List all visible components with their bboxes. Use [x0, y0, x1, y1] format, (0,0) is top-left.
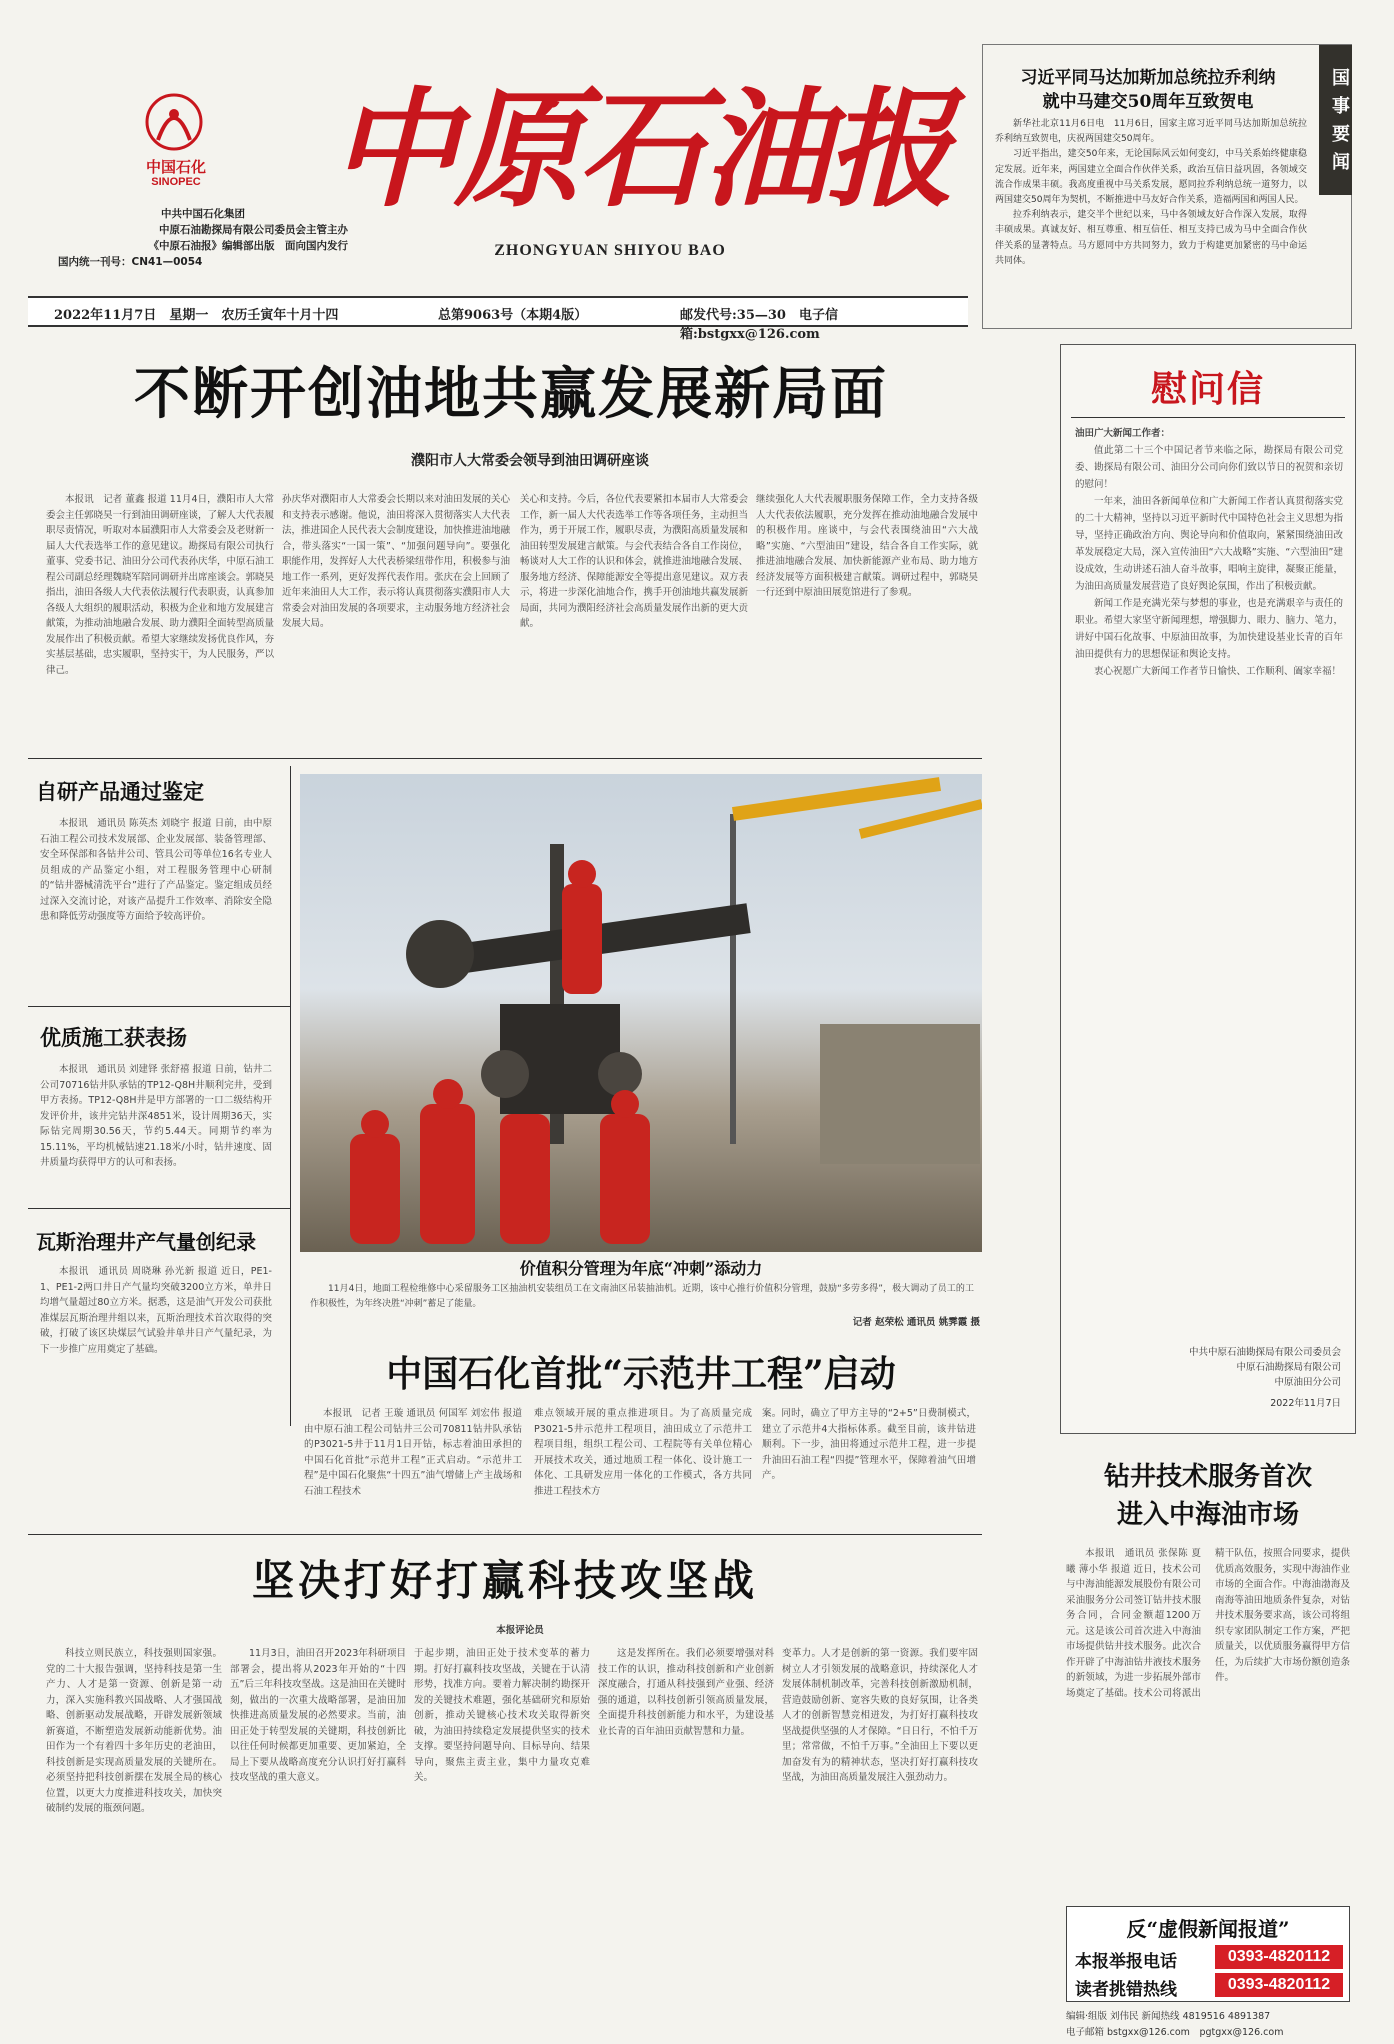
editorial-column: 于起步期，油田正处于技术变革的蓄力期。打好打赢科技攻坚战，关键在于认清形势，找准方向。要着力解决制约勘探开发的关键技术难题，强化基础研究和原始创新，推动关键核心技术攻关取得新突破，为油田持续稳定发展提供坚实的技术支撑。要坚持问题导向、目标导向、结果导向，聚焦主责主业，集中力量攻克难关。 — [414, 1648, 590, 1783]
hotline-label-2: 读者挑错热线 — [1075, 1980, 1177, 2000]
lead-column: 关心和支持。今后，各位代表要紧扣本届市人大常委会工作，新一届人大代表选举工作等各项任务，主动担当作为，勇于开展工作，履职尽责，为濮阳高质量发展和油田转型发展建言献策。与会代表结合各自工作岗位，畅谈对人大工作的认识和体会，就推进油地融合发展、服务地方经济、保障能源安全等提出意见建议。双方表示，将进一步深化油地合作，携手开创油地共赢发展新局面，共同为濮阳经济社会高质量发展作出新的更大贡献。 — [520, 494, 748, 629]
dateline-post: 邮发代号:35—30 电子信箱:bstgxx@126.com — [680, 308, 838, 342]
news-box-paragraph: 拉乔利纳表示，建交半个世纪以来，马中各领域友好合作深入发展，取得丰硕成果。真诚友好、相互尊重、相互信任、相互支持已成为马中全面合作伙伴关系的显著特点。马方愿同中方共同努力，致力于构建更加紧密的马中命运共同体。 — [995, 210, 1307, 266]
brief-body: 本报讯 通讯员 陈英杰 刘晓宇 报道 日前，由中原石油工程公司技术发展部、企业发展部、装备管理部、安全环保部和各钻井公司、管具公司等单位16名专业人员组成的产品鉴定小组，对工程服务管理中心研制的“钻井器械清洗平台”进行了产品鉴定。鉴定组成员经过深入交流讨论，对该产品提升工作效率、消除安全隐患和降低劳动强度等方面给予较高评价。 — [40, 818, 272, 922]
dateline-issue: 总第9063号（本期4版） — [438, 308, 588, 323]
news-box-title-1: 习近平同马达加斯加总统拉乔利纳 — [1020, 68, 1276, 88]
news-box-tag: 国事要闻 — [1319, 45, 1352, 195]
news-box — [982, 44, 1352, 329]
hotline-title: 反“虚假新闻报道” — [1126, 1917, 1290, 1941]
condolence-date: 2022年11月7日 — [1270, 1398, 1341, 1409]
editorial-column: 科技立则民族立，科技强则国家强。党的二十大报告强调，坚持科技是第一生产力、人才是第一资源、创新是第一动力，深入实施科教兴国战略、人才强国战略、创新驱动发展战略，开辟发展新领域新赛道，不断塑造发展新动能新优势。油田作为一个有着四十多年历史的老油田，科技创新是实现高质量发展的关键所在。必须坚持把科技创新摆在发展全局的核心位置，以更大力度推进科技攻关，加快突破制约发展的瓶颈问题。 — [46, 1648, 222, 1814]
masthead-title: 中原石油报 — [330, 75, 951, 225]
demo-well-column: 难点领域开展的重点推进项目。为了高质量完成P3021-5井示范井工程项目，油田成立了示范井工程项目组，组织工程公司、工程院等有关单位精心开展技术攻关，通过地质工程一体化、设计施工一体化、工具研发应用一体化的工作模式，各方共同推进工程技术方 — [534, 1408, 752, 1497]
condolence-paragraph: 一年来，油田各新闻单位和广大新闻工作者认真贯彻落实党的二十大精神，坚持以习近平新时代中国特色社会主义思想为指导，坚持正确政治方向、舆论导向和价值取向，紧紧围绕油田改革发展稳定大局，深入宣传油田“六大战略”实施、“六型油田”建设成效，生动讲述石油人奋斗故事，唱响主旋律，凝聚正能量，为油田高质量发展营造了良好舆论氛围，作出了积极贡献。 — [1075, 496, 1343, 592]
lead-column: 本报讯 记者 董鑫 报道 11月4日，濮阳市人大常委会主任郭晓昊一行到油田调研座谈，了解人大代表履职尽责情况，听取对本届濮阳市人大常委会及老财新一届人大代表选举工作的意见建议。勘探局有限公司执行董事、党委书记、油田分公司代表孙庆华，中原石油工程公司副总经理魏晓军陪同调研并出席座谈会。郭晓昊指出，油田各级人大代表依法履行代表职责，认真参加各级人大组织的履职活动，积极为企业和地方发展建言献策，为推动油地融合发展、助力濮阳全面转型高质量发展作出了积极贡献。希望大家继续发扬优良作风，夯实基层基础，忠实履职，坚持实干，为人民服务，严以律己。 — [46, 494, 274, 676]
condolence-text — [1075, 425, 1343, 1315]
brief-body: 本报讯 通讯员 刘建铎 张舒禧 报道 日前，钻井二公司70716钻井队承钻的TP12-Q8H井顺利完井，受到甲方表扬。TP12-Q8H井是甲方部署的一口二级结构开发评价井，该井完钻井深4851米，设计周期36天，实际钻完周期30.56天，节约5.44天。同期节约率为15.11%，平均机械钻速21.18米/小时，钻井速度、固井质量均获得甲方的认可和表扬。 — [40, 1064, 272, 1168]
condolence-salutation: 油田广大新闻工作者： — [1075, 428, 1171, 439]
footer-line-2: 电子邮箱 bstgxx@126.com pgtgxx@126.com — [1066, 2027, 1284, 2038]
lead-column: 继续强化人大代表履职服务保障工作，全力支持各级人大代表依法履职，充分发挥在推动油地融合发展中的积极作用。座谈中，与会代表围绕油田“六大战略”实施、“六型油田”建设，结合各自工作实际，就推进油地融合发展、加快新能源产业布局、助力地方经济发展等方面积极建言献策。调研过程中，郭晓昊一行还到中原油田展览馆进行了参观。 — [756, 494, 978, 598]
sponsor-info — [58, 206, 348, 270]
divider — [28, 1534, 982, 1535]
editorial-column: 变革力。人才是创新的第一资源。我们要牢固树立人才引领发展的战略意识，持续深化人才发展体制机制改革，完善科技创新激励机制，营造鼓励创新、宽容失败的良好氛围，让各类人才的创新智慧竞相迸发，为打好打赢科技攻坚战提供坚强的人才保障。“日日行，不怕千万里；常常做，不怕千万事。”全油田上下要以更加奋发有为的精神状态，坚决打好打赢科技攻坚战，为油田高质量发展注入强劲动力。 — [782, 1648, 978, 1783]
lead-headline: 不断开创油地共赢发展新局面 — [134, 361, 888, 427]
drilling-body: 本报讯 通讯员 张保陈 夏曦 薄小华 报道 近日，技术公司与中海油能源发展股份有限公司采油服务分公司签订钻井技术服务合同，合同金额超1200万元。这是该公司首次进入中海油市场提供钻井技术服务。此次合作开辟了中海油钻井液技术服务的新领域，为进一步拓展外部市场奠定了基础。技术公司将派出精干队伍，按照合同要求，提供优质高效服务，实现中海油作业市场的全面合作。中海油渤海及南海等油田地质条件复杂，对钻井技术服务要求高，该公司将组织专家团队制定工作方案，严把质量关，以优质服务赢得甲方信任，为后续扩大市场份额创造条件。 — [1066, 1548, 1350, 1699]
drilling-headline-1: 钻井技术服务首次 — [1103, 1462, 1312, 1492]
oilfield-scene-icon — [300, 774, 982, 1252]
demo-well-headline: 中国石化首批“示范井工程”启动 — [386, 1353, 896, 1395]
condolence-signer: 中原油田分公司 — [1274, 1377, 1341, 1388]
news-photo — [300, 774, 982, 1252]
editorial-headline: 坚决打好打赢科技攻坚战 — [251, 1556, 758, 1605]
sponsor-line: 《中原石油报》编辑部出版 面向国内发行 — [148, 240, 348, 252]
news-box-body — [995, 117, 1307, 322]
condolence-signer: 中共中原石油勘探局有限公司委员会 — [1188, 1347, 1341, 1358]
lead-column: 孙庆华对濮阳市人大常委会长期以来对油田发展的关心和支持表示感谢。他说，油田将深入贯彻落实人大代表法，推进国企人民代表大会制度建设，加快推进油地融合，带头落实“一国一策”、“加强问题导向”。要强化职能作用，发挥好人大代表桥梁纽带作用，积极参与油地工作一系列，更好发挥代表作用。张庆在会上回顾了近年来油田人大工作，表示将认真贯彻落实濮阳市人大常委会对油田发展的各项要求，主动服务地方经济社会发展大局。 — [282, 494, 510, 629]
photo-caption-title: 价值积分管理为年底“冲刺”添动力 — [519, 1259, 763, 1278]
sponsor-line: 中共中国石化集团 — [161, 208, 245, 220]
sinopec-logo — [138, 92, 210, 152]
drilling-headline-2: 进入中海油市场 — [1116, 1500, 1299, 1530]
hotline-phone-1: 0393-4820112 — [1215, 1945, 1343, 1969]
sinopec-logo-icon — [138, 92, 210, 152]
divider — [290, 766, 291, 1426]
logo-cn: 中国石化 — [145, 158, 206, 176]
brief-title: 自研产品通过鉴定 — [36, 779, 204, 804]
editorial-column: 11月3日，油田召开2023年科研项目部署会，提出将从2023年开始的“十四五”后三年科技攻坚战。这是油田在关键时刻，做出的一次重大战略部署，是油田加快推进高质量发展的必然要求。当前，油田正处于转型发展的关键期，科技创新比以往任何时候都更加重要、更加紧迫，全局上下要从战略高度充分认识打好打赢科技攻坚战的重大意义。 — [230, 1648, 406, 1783]
condolence-title: 慰问信 — [1150, 368, 1265, 410]
hotline-phone-2: 0393-4820112 — [1215, 1973, 1343, 1997]
briefs-column — [28, 766, 290, 1766]
news-box-paragraph: 习近平指出，建交50年来，无论国际风云如何变幻，中马关系始终健康稳定发展。近年来，两国建立全面合作伙伴关系，政治互信日益巩固，各领域交流合作成果丰硕。我高度重视中马关系发展，愿同拉乔利纳总统一道努力，以两国建交50周年为契机，不断推进中马友好合作关系，造福两国和两国人民。 — [995, 149, 1307, 206]
news-box-paragraph: 新华社北京11月6日电 11月6日，国家主席习近平同马达加斯加总统拉乔利纳互致贺电，庆祝两国建交50周年。 — [995, 119, 1307, 145]
condolence-paragraph: 新闻工作是充满光荣与梦想的事业，也是充满艰辛与责任的职业。希望大家坚守新闻理想，增强脚力、眼力、脑力、笔力，讲好中国石化故事、中原油田故事，为加快建设基业长青的百年油田提供有力的思想保证和舆论支持。 — [1075, 598, 1343, 660]
editorial-byline: 本报评论员 — [496, 1625, 544, 1636]
condolence-box — [1060, 344, 1356, 1434]
hotline-label-1: 本报举报电话 — [1075, 1952, 1177, 1972]
masthead-pinyin: ZHONGYUAN SHIYOU BAO — [494, 242, 726, 259]
hotline-box — [1066, 1906, 1350, 2002]
condolence-paragraph: 值此第二十三个中国记者节来临之际，勘探局有限公司党委、勘探局有限公司、油田分公司向你们致以节日的祝贺和亲切的慰问！ — [1075, 445, 1343, 490]
brief-body: 本报讯 通讯员 周晓琳 孙光新 报道 近日，PE1-1、PE1-2两口井日产气量均突破3200立方米，单井日均增气量超过80立方米。据悉，这是油气开发公司获批准煤层瓦斯治理井组以来，瓦斯治理技术首次取得的突破，打破了该区块煤层气试验井单井日产气量纪录，为下一步推广应用奠定了基础。 — [40, 1266, 272, 1355]
editorial-column: 这是发挥所在。我们必须要增强对科技工作的认识，推动科技创新和产业创新深度融合，打通从科技强到产业强、经济强的通道，以科技创新引领高质量发展，全面提升科技创新能力和水平，为建设基业长青的百年油田贡献智慧和力量。 — [598, 1648, 774, 1737]
condolence-paragraph: 衷心祝愿广大新闻工作者节日愉快、工作顺利、阖家幸福！ — [1094, 666, 1342, 677]
condolence-signers — [1075, 1345, 1341, 1411]
sponsor-line: 中原石油勘探局有限公司委员会主管主办 — [159, 224, 348, 236]
demo-well-column: 本报讯 记者 王璇 通讯员 何国军 刘宏伟 报道 由中原石油工程公司钻井三公司70811钻井队承钻的P3021-5井于11月1日开钻，标志着油田承担的中国石化首批“示范井工程”正式启动。“示范井工程”是中国石化聚焦“十四五”油气增储上产主战场和石油工程技术 — [304, 1408, 522, 1497]
sponsor-line: 国内统一刊号：CN41—0054 — [58, 256, 203, 268]
condolence-signer: 中原石油勘探局有限公司 — [1236, 1362, 1341, 1373]
dateline-bar — [28, 296, 968, 342]
news-box-title-2: 就中马建交50周年互致贺电 — [1042, 92, 1254, 112]
lead-subhead: 濮阳市人大常委会领导到油田调研座谈 — [411, 453, 649, 469]
divider — [28, 758, 982, 759]
dateline-date: 2022年11月7日 星期一 农历壬寅年十月十四 — [54, 308, 339, 323]
logo-en: SINOPEC — [151, 176, 201, 188]
photo-credit: 记者 赵荣松 通讯员 姚霁霞 摄 — [852, 1317, 980, 1328]
divider — [28, 1208, 290, 1209]
photo-caption-body: 11月4日，地面工程检维修中心采留服务工区抽油机安装组员工在文南油区吊装抽油机。近期，该中心推行价值积分管理，鼓励“多劳多得”，极大调动了员工的工作积极性，为年终决胜“冲刺”蓄足了能量。 — [310, 1284, 974, 1309]
divider — [28, 1006, 290, 1007]
demo-well-column: 案。同时，确立了甲方主导的“2+5”日费制模式，建立了示范井4大指标体系。截至目前，该井钻进顺利。下一步，油田将通过示范井工程，进一步提升油田石油工程“四提”管理水平，保障着油气田增产。 — [762, 1408, 976, 1481]
brief-title: 瓦斯治理井产气量创纪录 — [36, 1230, 256, 1254]
footer-line-1: 编辑·组版 刘伟民 新闻热线 4819516 4891387 — [1066, 2011, 1271, 2022]
divider — [1071, 417, 1345, 418]
brief-title: 优质施工获表扬 — [40, 1025, 187, 1050]
